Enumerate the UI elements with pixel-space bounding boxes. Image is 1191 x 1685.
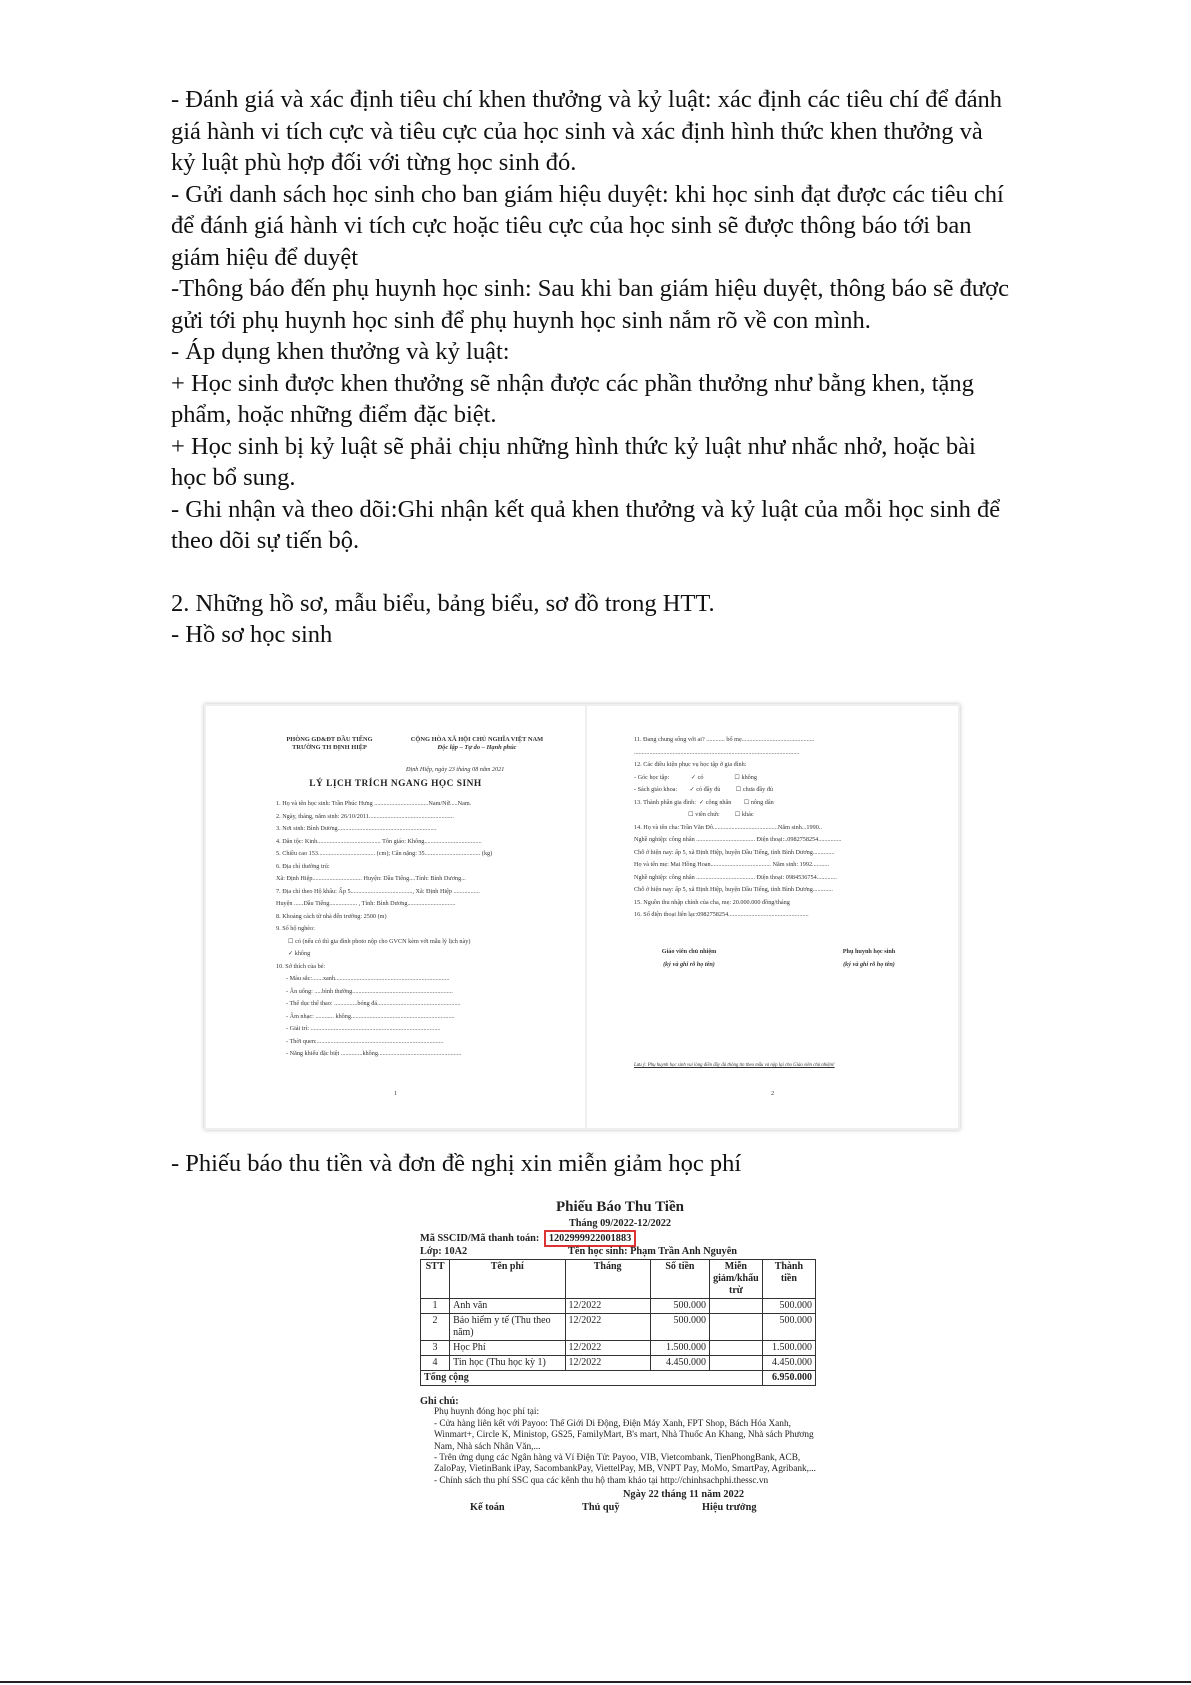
paragraph: - Áp dụng khen thưởng và kỷ luật:	[171, 338, 510, 365]
fee-code: 1202999922001883	[544, 1230, 636, 1247]
fee-note: Phụ huynh đóng học phí tại:	[434, 1407, 540, 1418]
fee-cell-month: 12/2022	[565, 1299, 650, 1314]
record-line: 16. Số điện thoại liên lạc:0982758254....................................................	[634, 911, 809, 918]
fee-table-row	[421, 1314, 816, 1341]
fee-col-header: STT	[421, 1260, 450, 1299]
fee-label: - Phiếu báo thu tiền và đơn đề nghị xin miễn giảm học phí	[171, 1150, 742, 1177]
record-line: Nghề nghiệp: công nhân ...................................... Điện thoại:..0982758254...............	[634, 836, 842, 843]
paragraph: - Gửi danh sách học sinh cho ban giám hiệu duyệt: khi học sinh đạt được các tiêu chí để đánh giá hành vi tích cực hoặc tiêu cực của học sinh sẽ được thông báo tới ban giám hiệu để duyệt	[171, 180, 1004, 271]
header-line: (ký và ghi rõ họ tên)	[843, 960, 895, 968]
section-heading: 2. Những hồ sơ, mẫu biểu, bảng biểu, sơ đồ trong HTT.	[171, 589, 715, 617]
fee-cell-discount	[710, 1314, 763, 1341]
record-line: Chỗ ở hiện nay: ấp 5, xã Định Hiệp, huyện Dầu Tiếng, tỉnh Bình Dương.............	[634, 886, 833, 893]
fee-cell-discount	[710, 1356, 763, 1371]
record-line: 5. Chiều cao 153..................................... (cm); Cân nặng: 35.................................... (kg)	[276, 850, 493, 857]
fee-sign-treasurer: Thủ quỹ	[582, 1502, 620, 1514]
fee-cell-stt: 3	[421, 1341, 450, 1356]
record-title: LÝ LỊCH TRÍCH NGANG HỌC SINH	[309, 779, 482, 789]
fee-cell-amount: 1.500.000	[650, 1341, 709, 1356]
fee-col-header: Tháng	[565, 1260, 650, 1299]
record-line: 3. Nơi sinh: Bình Dương................................................................	[276, 825, 437, 832]
fee-total-label: Tổng cộng	[421, 1371, 763, 1386]
record-line: 13. Thành phần gia đình: ✓ công nhân ☐ nông dân	[634, 798, 774, 806]
header-line: Giáo viên chủ nhiệm	[661, 948, 717, 955]
record-line: 11. Đang chung sống với ai? ............ bố mẹ...............................................	[634, 736, 815, 743]
record-line: 9. Sổ hộ nghèo:	[276, 925, 315, 932]
record-date: Định Hiệp, ngày 23 tháng 08 năm 2021	[406, 766, 505, 773]
record-line: ☐ viên chức ☐ khác	[634, 811, 754, 818]
header-line: Phụ huynh học sinh	[842, 948, 896, 955]
fee-total-row	[421, 1371, 816, 1386]
record-line: 1. Họ và tên học sinh: Trần Phúc Hưng ...................................Nam/Nữ.....Nam.	[276, 800, 472, 807]
fee-cell-name: Anh văn	[450, 1299, 565, 1314]
fee-cell-stt: 1	[421, 1299, 450, 1314]
header-line: TRƯỜNG TH ĐỊNH HIỆP	[292, 744, 367, 751]
record-line: - Góc học tập: ✓ có ☐ không	[634, 773, 757, 781]
record-line: 12. Các điều kiện phục vụ học tập ở gia đình:	[634, 761, 747, 768]
paragraph: - Đánh giá và xác định tiêu chí khen thưởng và kỷ luật: xác định các tiêu chí để đánh giá hành vi tích cực và tiêu cực của học sinh và xác định hình thức khen thưởng và kỷ luật phù hợp đối với từng học sinh đó.	[171, 86, 1003, 176]
record-line: 6. Địa chỉ thường trú:	[276, 862, 330, 870]
fee-cell-stt: 4	[421, 1356, 450, 1371]
fee-cell-month: 12/2022	[565, 1314, 650, 1341]
record-line: 8. Khoảng cách từ nhà đến trường: 2500 (m)	[276, 912, 387, 920]
record-page-number: 1	[393, 1089, 398, 1097]
fee-cell-total: 1.500.000	[762, 1341, 815, 1356]
record-line: Huyện ......Dầu Tiếng.................. , Tỉnh: Bình Dương...............................	[276, 900, 456, 907]
fee-cell-amount: 500.000	[650, 1299, 709, 1314]
header-line: Độc lập – Tự do – Hạnh phúc	[437, 744, 517, 751]
fee-cell-discount	[710, 1341, 763, 1356]
fee-date: Ngày 22 tháng 11 năm 2022	[622, 1489, 744, 1501]
header-line: CỘNG HÒA XÃ HỘI CHỦ NGHĨA VIỆT NAM	[410, 736, 544, 743]
record-line: Nghề nghiệp: công nhân ...................................... Điện thoại: 0984536754.............	[634, 873, 837, 881]
record-line: Xã: Định Hiệp................................ Huyện: Dầu Tiếng....Tỉnh: Bình Dương...	[276, 875, 466, 882]
fee-sign-accountant: Kế toán	[470, 1502, 505, 1514]
fee-class: Lớp: 10A2	[420, 1246, 468, 1257]
record-left-header	[282, 736, 377, 752]
header-line: PHÒNG GD&ĐT DẦU TIẾNG	[286, 736, 373, 743]
student-record-image	[204, 704, 960, 1130]
record-line: - Âm nhạc: ............ không...................................................................	[286, 1012, 455, 1020]
fee-cell-amount: 4.450.000	[650, 1356, 709, 1371]
record-line: 15. Nguồn thu nhập chính của cha, mẹ: 20.000.000 đồng/tháng	[634, 898, 790, 906]
student-record-label: - Hồ sơ học sinh	[171, 621, 333, 648]
fee-months: Tháng 09/2022-12/2022	[568, 1218, 672, 1229]
record-right-lines	[634, 734, 919, 922]
fee-code-label: Mã SSCID/Mã thanh toán:	[420, 1233, 540, 1244]
record-line: - Thời quen:..................................................................................	[286, 1037, 444, 1045]
fee-col-header: Tên phí	[450, 1260, 565, 1299]
record-line: Họ và tên mẹ: Mai Hồng Hoan....................................... Năm sinh: 1992...........	[634, 861, 830, 868]
record-sign-teacher	[634, 946, 744, 971]
fee-col-header: Miễn giảm/khấu trừ	[710, 1260, 763, 1299]
fee-student-name: Tên học sinh: Phạm Trần Anh Nguyên	[568, 1246, 737, 1257]
record-right-header	[392, 736, 562, 752]
record-line: - Năng khiếu đặc biệt ..............không......................................................	[286, 1050, 462, 1057]
record-page-number: 2	[770, 1089, 775, 1097]
record-line: 2. Ngày, tháng, năm sinh: 26/10/2011.......................................................	[276, 812, 454, 820]
record-line: ☐ có (nếu có thì gia đình photo nộp cho GVCN kèm với mẫu lý lịch này)	[288, 937, 471, 945]
record-line: - Sách giáo khoa: ✓ có đầy đủ ☐ chưa đầy đủ	[634, 786, 774, 793]
record-line: ✓ không	[288, 950, 311, 957]
record-sign-parent	[814, 946, 924, 971]
record-line: 14. Họ và tên cha: Trần Văn Đô..........................................Năm sinh...1990..	[634, 823, 822, 831]
record-page-2	[587, 706, 958, 1128]
fee-cell-month: 12/2022	[565, 1341, 650, 1356]
record-line: ...........................................................................................................	[634, 748, 800, 756]
fee-note: - Chính sách thu phí SSC qua các kênh thu hộ tham khảo tại http://chinhsachphi.thessc.vn	[434, 1475, 769, 1486]
fee-table-row	[421, 1299, 816, 1314]
record-line: - Màu sắc:.......xanh..........................................................................	[286, 975, 450, 982]
fee-title: Phiếu Báo Thu Tiền	[556, 1199, 684, 1215]
fee-cell-amount: 500.000	[650, 1314, 709, 1341]
record-line: - Ăn uống: .....bình thường.................................................................	[286, 987, 453, 995]
paragraph: + Học sinh được khen thưởng sẽ nhận được các phần thưởng như bằng khen, tặng phẩm, hoặc những điểm đặc biệt.	[171, 369, 974, 428]
record-line: 10. Sở thích của bé:	[276, 962, 326, 970]
record-note: Lưu ý: Phụ huynh học sinh vui lòng điền đầy đủ thông tin theo mẫu và nộp lại cho Giáo viên chủ nhiệm!	[634, 1063, 835, 1068]
fee-cell-stt: 2	[421, 1314, 450, 1341]
record-line: - Giải trí: ....................................................................................	[286, 1025, 441, 1032]
record-lines	[276, 798, 566, 1061]
page-bottom-rule	[0, 1681, 1191, 1683]
paragraph: + Học sinh bị kỷ luật sẽ phải chịu những hình thức kỷ luật như nhắc nhở, hoặc bài học bổ sung.	[171, 432, 976, 491]
fee-sign-principal: Hiệu trưởng	[702, 1502, 757, 1514]
fee-cell-total: 4.450.000	[762, 1356, 815, 1371]
record-line: 7. Địa chỉ theo Hộ khẩu: Ấp 5........................................, Xã: Định Hiệp .................	[276, 887, 480, 895]
fee-table-row	[421, 1356, 816, 1371]
fee-col-header: Số tiền	[650, 1260, 709, 1299]
fee-note: - Trên ứng dụng các Ngân hàng và Ví Điện Tử: Payoo, VIB, Vietcombank, TienPhongBank, ACB, ZaloPay, VietinBank iPay, SacombankPay, ViettelPay, MB, VNPT Pay, MoMo, SmartPay, Agribank,...	[434, 1453, 816, 1475]
record-line: 4. Dân tộc: Kinh......................................... Tôn giáo: Không.....................................	[276, 837, 482, 845]
fee-cell-name: Học Phí	[450, 1341, 565, 1356]
fee-cell-total: 500.000	[762, 1299, 815, 1314]
document-body	[171, 84, 1011, 651]
fee-col-header: Thành tiền	[762, 1260, 815, 1299]
record-line: - Thể dục thể thao: ...............bóng đá......................................................	[286, 1000, 461, 1007]
header-line: (ký và ghi rõ họ tên)	[663, 960, 715, 968]
fee-table-row	[421, 1341, 816, 1356]
fee-cell-total: 500.000	[762, 1314, 815, 1341]
paragraph: -Thông báo đến phụ huynh học sinh: Sau khi ban giám hiệu duyệt, thông báo sẽ được gửi tới phụ huynh học sinh để phụ huynh học sinh nắm rõ về con mình.	[171, 275, 1010, 334]
record-line: Chỗ ở hiện nay: ấp 5, xã Định Hiệp, huyện Dầu Tiếng, tỉnh Bình Dương..............	[634, 848, 835, 856]
fee-notes-title: Ghi chú:	[420, 1396, 459, 1407]
fee-cell-month: 12/2022	[565, 1356, 650, 1371]
fee-cell-name: Bảo hiểm y tế (Thu theo năm)	[450, 1314, 565, 1341]
fee-cell-discount	[710, 1299, 763, 1314]
fee-notice-image	[420, 1197, 820, 1515]
fee-notes	[420, 1396, 820, 1487]
fee-note: - Cửa hàng liên kết với Payoo: Thế Giới Di Động, Điện Máy Xanh, FPT Shop, Bách Hóa Xanh, Winmart+, Circle K, Ministop, GS25, FamilyMart, B's mart, Nhà Thuốc An Khang, Nhà sách Phương Nam, Nhà sách Nhân Văn,...	[434, 1418, 814, 1452]
paragraph: - Ghi nhận và theo dõi:Ghi nhận kết quả khen thưởng và kỷ luật của mỗi học sinh để theo dõi sự tiến bộ.	[171, 495, 1001, 554]
fee-total-value: 6.950.000	[762, 1371, 815, 1386]
record-page-1	[206, 706, 585, 1128]
fee-table	[420, 1259, 816, 1386]
fee-cell-name: Tin học (Thu học kỳ 1)	[450, 1356, 565, 1371]
